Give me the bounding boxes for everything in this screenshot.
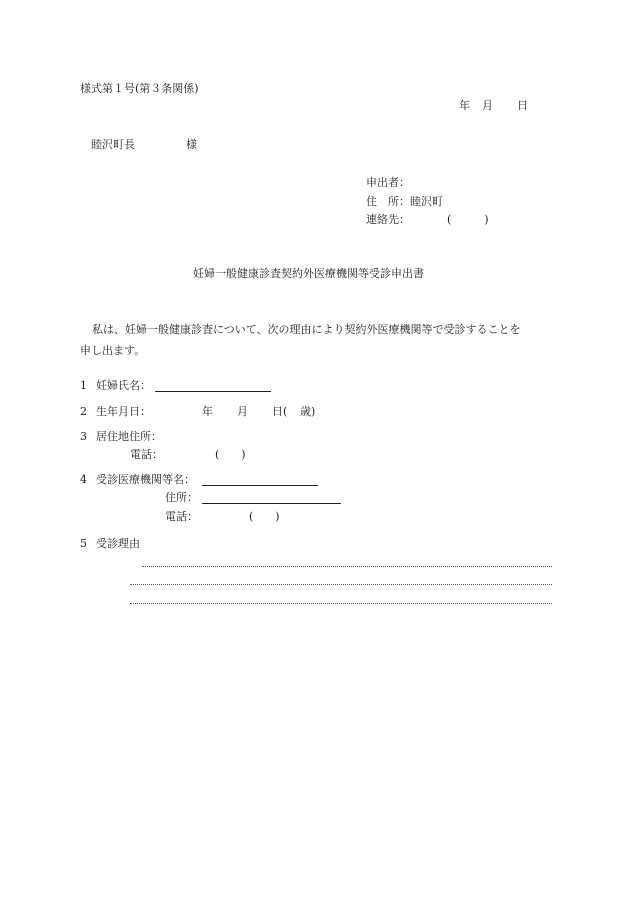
item-3-phone-paren: ( ) [215,448,246,461]
applicant-contact-paren: ( ) [447,213,489,226]
applicant-address: 住 所：睦沢町 [366,195,443,208]
addressee-title: 睦沢町長 [91,138,135,151]
item-4-number: 4 [80,473,87,486]
date-day: 日 [517,99,528,112]
item-1-number: 1 [80,379,87,392]
item-2-year: 年 [202,405,213,418]
item-1-label: 妊婦氏名： [96,379,151,392]
item-4-phone-paren: ( ) [249,510,280,523]
form-number: 様式第１号(第３条関係) [80,82,199,95]
item-2-month: 月 [237,405,248,418]
item-5-number: 5 [80,537,87,550]
item-4-phone-label: 電話： [165,510,198,523]
item-4-address-label: 住所： [165,491,198,504]
item-2-day: 日( [272,405,288,418]
date-month: 月 [482,99,493,112]
reason-dotted-line-1 [142,566,552,567]
item-2-label: 生年月日： [96,405,151,418]
item-4-name-underline [202,474,318,486]
reason-dotted-line-2 [130,584,552,585]
body-line-2: 申し出ます。 [80,344,146,357]
addressee-honorific: 様 [186,138,197,151]
item-3-label: 居住地住所： [96,430,162,443]
item-4-address-underline [202,492,341,504]
applicant-label: 申出者： [366,176,410,189]
item-4-label: 受診医療機関等名： [96,473,195,486]
document-title: 妊婦一般健康診査契約外医療機関等受診申出書 [193,267,424,280]
item-2-age: 歳) [300,405,316,418]
item-3-phone-label: 電話： [130,448,163,461]
body-line-1: 私は、妊婦一般健康診査について、次の理由により契約外医療機関等で受診することを [92,323,521,336]
item-1-underline [155,380,271,392]
date-year: 年 [459,99,470,112]
item-3-number: 3 [80,430,87,443]
item-5-label: 受診理由 [96,537,140,550]
reason-dotted-line-3 [130,603,552,604]
applicant-contact: 連絡先： [366,213,410,226]
item-2-number: 2 [80,405,87,418]
